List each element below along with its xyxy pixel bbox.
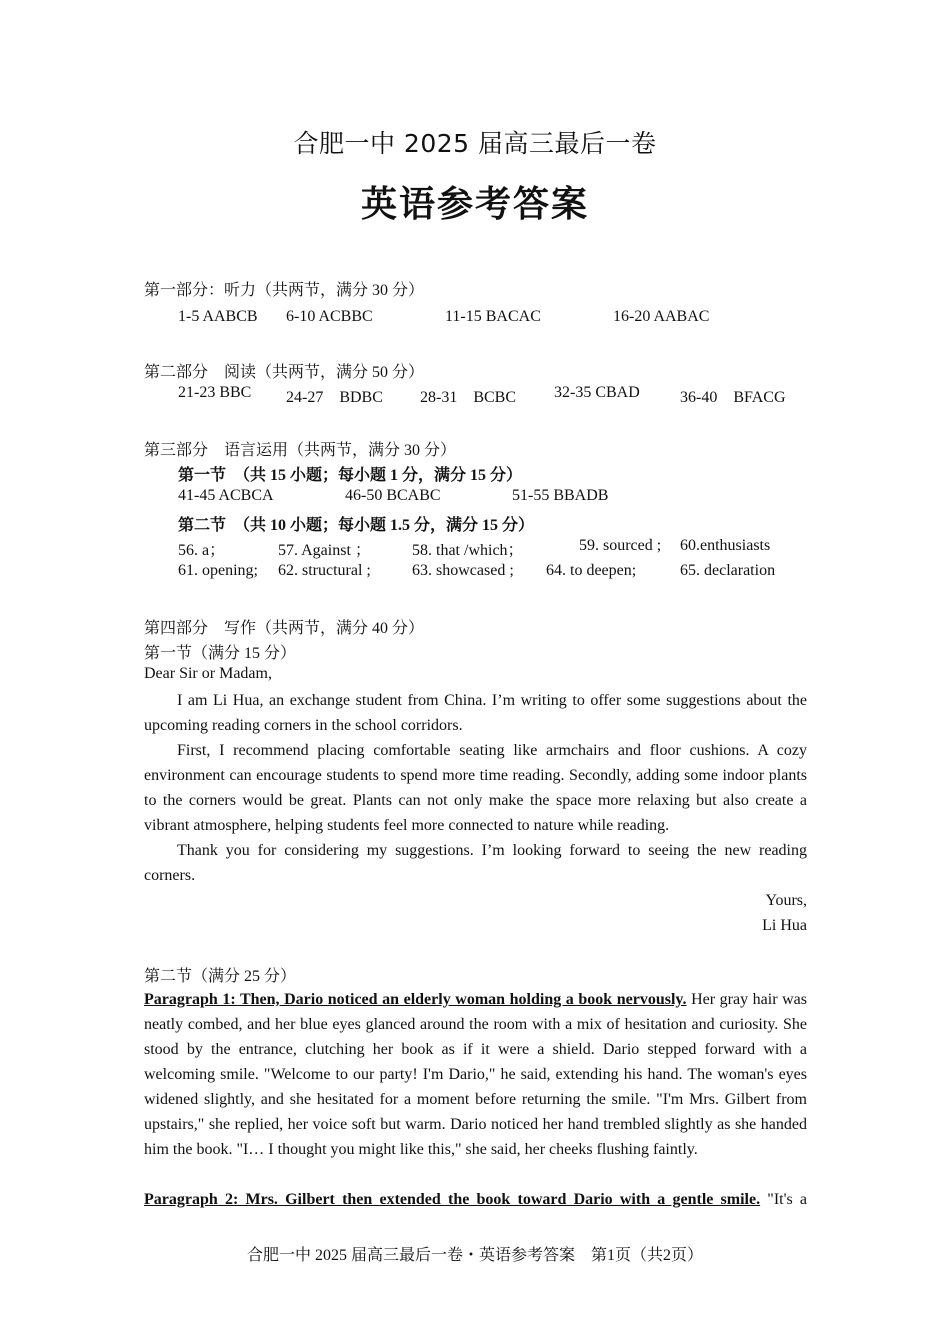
part4-heading: 第四部分 写作（共两节，满分 40 分） <box>144 620 425 637</box>
page-footer: 合肥一中 2025 届高三最后一卷・英语参考答案 第1页（共2页） <box>246 1247 703 1264</box>
paragraph-text: "It's a <box>760 1191 808 1208</box>
letter-paragraph: I am Li Hua, an exchange student from China. I’m writing to offer some suggestions about the upcoming reading corners in the school corridors. <box>144 692 807 734</box>
answer-group: 16-20 AABAC <box>613 308 710 325</box>
part2-heading: 第二部分 阅读（共两节，满分 50 分） <box>144 364 425 381</box>
answer-item: 58. that /which； <box>412 542 524 559</box>
answer-group: 1-5 AABCB <box>178 308 258 325</box>
answer-group: 6-10 ACBBC <box>286 308 373 325</box>
answer-item: 57. Against ； <box>278 542 371 559</box>
letter-paragraph: First, I recommend placing comfortable seating like armchairs and floor cushions. A cozy environment can encourage students to spend more time reading. Secondly, adding some indoor plants to the corners would be great. Plants can not only make the space more relaxing but also create a vibrant atmosphere, helping students feel more connected to nature while reading. <box>144 742 807 834</box>
answer-item: 62. structural ; <box>278 562 371 579</box>
answer-item: 65. declaration <box>680 562 776 579</box>
letter-closing: Yours, <box>765 892 807 909</box>
answer-group: 36-40 BFACG <box>680 389 786 406</box>
answer-item: 59. sourced ; <box>579 537 662 554</box>
letter-salutation: Dear Sir or Madam, <box>144 665 272 682</box>
answer-item: 56. a； <box>178 542 226 559</box>
page-subtitle: 英语参考答案 <box>360 183 589 225</box>
part3-heading: 第三部分 语言运用（共两节，满分 30 分） <box>144 442 457 459</box>
answer-group: 32-35 CBAD <box>554 384 640 401</box>
answer-group: 28-31 BCBC <box>420 389 517 406</box>
letter-signature: Li Hua <box>762 917 807 934</box>
part3-section1-heading: 第一节 （共 15 小题；每小题 1 分，满分 15 分） <box>178 467 523 484</box>
part4-section1-heading: 第一节（满分 15 分） <box>144 645 297 662</box>
answer-item: 64. to deepen; <box>546 562 637 579</box>
answer-item: 60.enthusiasts <box>680 537 771 554</box>
paragraph-text: Her gray hair was neatly combed, and her blue eyes glanced around the room with a mix of hesitation and curiosity. She stood by the entrance, clutching her book as if it were a shield. Dario stepped forward with a welcoming smile. "Welcome to our party! I'm Dario," he said, extending his hand. The woman's eyes widened slightly, and she hesitated for a moment before returning the smile. "I'm Mrs. Gilbert from upstairs," she replied, her voice soft but warm. Dario noticed her hand trembled slightly as she handed him the book. "I… I thought you might like this," she said, her cheeks flushing faintly. <box>144 991 808 1158</box>
continuation-paragraph-1 <box>144 987 807 1162</box>
letter-paragraph: Thank you for considering my suggestions. I’m looking forward to seeing the new reading corners. <box>144 842 807 884</box>
answer-group: 11-15 BACAC <box>445 308 541 325</box>
paragraph-label: Paragraph 1: Then, Dario noticed an elderly woman holding a book nervously. <box>144 991 687 1008</box>
answer-group: 41-45 ACBCA <box>178 487 274 504</box>
part1-heading: 第一部分：听力（共两节，满分 30 分） <box>144 282 425 299</box>
continuation-paragraph-2 <box>144 1187 807 1212</box>
part4-section2-heading: 第二节（满分 25 分） <box>144 968 297 985</box>
page-title: 合肥一中 2025 届高三最后一卷 <box>293 129 657 158</box>
answer-item: 61. opening; <box>178 562 258 579</box>
answer-group: 24-27 BDBC <box>286 389 383 406</box>
answer-group: 51-55 BBADB <box>512 487 609 504</box>
answer-item: 63. showcased ; <box>412 562 514 579</box>
answer-group: 46-50 BCABC <box>345 487 441 504</box>
part3-section2-heading: 第二节 （共 10 小题；每小题 1.5 分，满分 15 分） <box>178 517 535 534</box>
paragraph-label: Paragraph 2: Mrs. Gilbert then extended the book toward Dario with a gentle smile. <box>144 1191 761 1208</box>
answer-group: 21-23 BBC <box>178 384 252 401</box>
